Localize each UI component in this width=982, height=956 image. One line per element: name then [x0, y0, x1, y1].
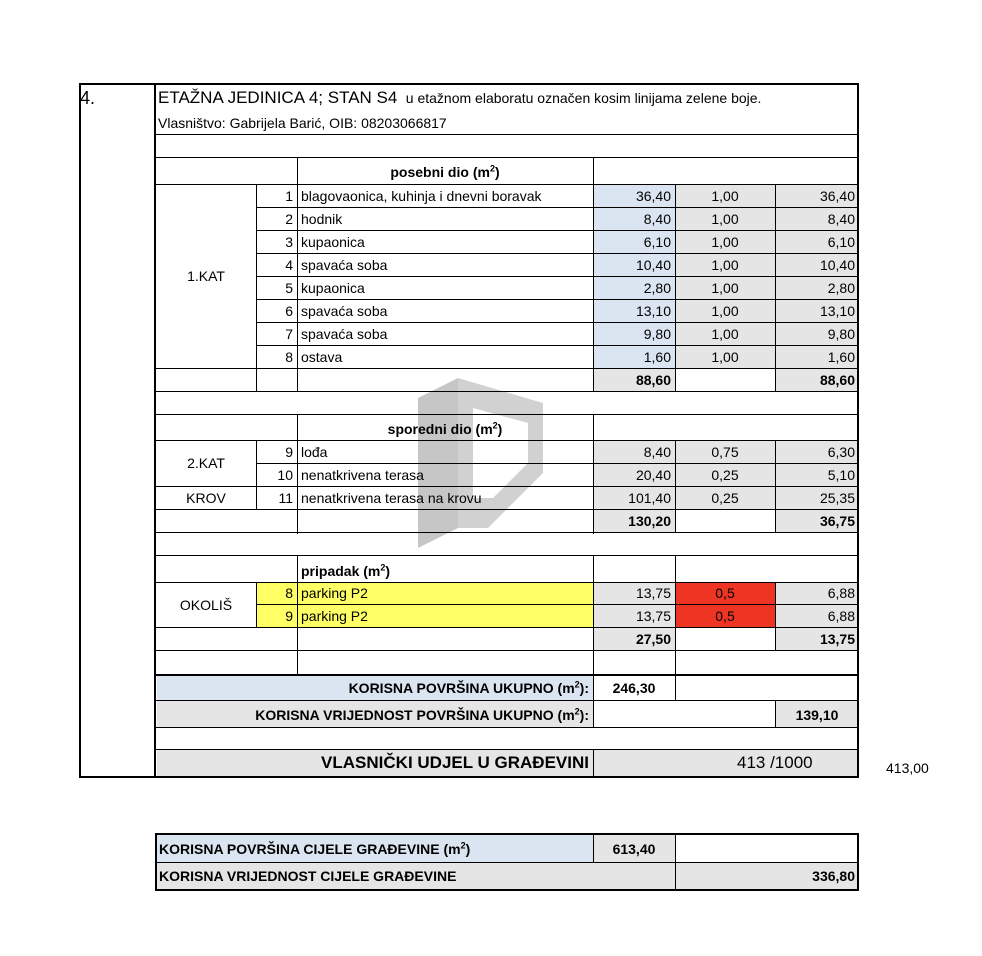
row-coefficient: 1,00: [711, 280, 739, 296]
row-number: 9: [285, 444, 293, 460]
pripadak-total-area: 27,50: [635, 631, 671, 647]
floor-krov: KROV: [186, 490, 226, 506]
row-number: 4: [285, 257, 293, 273]
row-coefficient: 0,5: [715, 585, 735, 601]
korisna-vrijednost-label: KORISNA VRIJEDNOST POVRŠINA UKUPNO $(m^2)$:: [255, 706, 589, 723]
floor-1kat: 1.KAT: [187, 268, 225, 284]
row-coefficient: 1,00: [711, 234, 739, 250]
row-coefficient: 1,00: [711, 349, 739, 365]
row-room-name: kupaonica: [301, 234, 365, 250]
row-area: 36,40: [635, 188, 671, 204]
unit-number: 4.: [80, 88, 96, 108]
row-area: 13,75: [635, 585, 671, 601]
korisna-povrsina-value: 246,30: [612, 680, 656, 696]
row-value: 6,88: [827, 585, 855, 601]
row-coefficient: 0,5: [715, 608, 735, 624]
row-number: 7: [285, 326, 293, 342]
row-number: 10: [277, 467, 293, 483]
row-coefficient: 0,25: [711, 490, 739, 506]
floor-2kat: 2.KAT: [187, 455, 225, 471]
udjel-side-value: 413,00: [886, 760, 929, 776]
udjel-label: VLASNIČKI UDJEL U GRAĐEVINI: [321, 753, 589, 772]
posebni-total-area: 88,60: [635, 372, 671, 388]
row-value: 6,10: [827, 234, 855, 250]
row-area: 9,80: [643, 326, 671, 342]
row-value: 36,40: [819, 188, 855, 204]
pripadak-header: pripadak $(m^2)$: [301, 562, 391, 579]
posebni-total-value: 88,60: [819, 372, 855, 388]
sporedni-header: sporedni dio $(m^2)$: [387, 420, 503, 437]
floor-okolis: OKOLIŠ: [179, 597, 233, 613]
ownership-text: Vlasništvo: Gabrijela Barić, OIB: 08203066817: [158, 115, 447, 131]
sporedni-total-value: 36,75: [819, 513, 855, 529]
row-coefficient: 1,00: [711, 211, 739, 227]
row-area: 6,10: [643, 234, 671, 250]
row-room-name: parking P2: [301, 585, 368, 601]
row-room-name: spavaća soba: [301, 257, 388, 273]
row-number: 2: [285, 211, 293, 227]
row-room-name: lođa: [301, 444, 328, 460]
row-value: 1,60: [827, 349, 855, 365]
udjel-value: 413 /1000: [737, 753, 813, 772]
unit-title-line: [158, 88, 761, 108]
row-coefficient: 1,00: [711, 326, 739, 342]
row-value: 6,30: [827, 444, 855, 460]
row-value: 10,40: [819, 257, 855, 273]
pripadak-total-value: 13,75: [819, 631, 855, 647]
row-value: 2,80: [827, 280, 855, 296]
row-room-name: spavaća soba: [301, 303, 388, 319]
row-room-name: nenatkrivena terasa: [301, 467, 424, 483]
unit-title-note: u etažnom elaboratu označen kosim linijama zelene boje.: [405, 90, 762, 106]
row-area: 20,40: [635, 467, 671, 483]
row-value: 13,10: [819, 303, 855, 319]
row-number: 11: [278, 490, 293, 506]
row-area: 13,75: [635, 608, 671, 624]
row-coefficient: 1,00: [711, 257, 739, 273]
row-number: 6: [285, 303, 293, 319]
row-room-name: ostava: [301, 349, 343, 365]
building-vrijednost-label: KORISNA VRIJEDNOST CIJELE GRAĐEVINE: [159, 868, 457, 884]
sporedni-total-area: 130,20: [628, 513, 671, 529]
row-value: 25,35: [819, 490, 855, 506]
row-coefficient: 1,00: [711, 188, 739, 204]
row-area: 8,40: [643, 444, 671, 460]
row-number: 8: [285, 349, 293, 365]
row-value: 5,10: [827, 467, 855, 483]
row-value: 8,40: [827, 211, 855, 227]
row-area: 8,40: [643, 211, 671, 227]
row-coefficient: 1,00: [711, 303, 739, 319]
korisna-vrijednost-value: 139,10: [795, 707, 839, 723]
row-room-name: hodnik: [301, 211, 343, 227]
row-room-name: spavaća soba: [301, 326, 388, 342]
row-area: 1,60: [643, 349, 671, 365]
row-room-name: kupaonica: [301, 280, 365, 296]
row-coefficient: 0,25: [711, 467, 739, 483]
row-area: 2,80: [643, 280, 671, 296]
posebni-header: posebni dio $(m^2)$: [390, 163, 500, 180]
row-room-name: blagovaonica, kuhinja i dnevni boravak: [301, 188, 542, 204]
korisna-povrsina-label: KORISNA POVRŠINA UKUPNO $(m^2)$:: [348, 679, 589, 696]
building-povrsina-value: 613,40: [612, 841, 656, 857]
unit-title: ETAŽNA JEDINICA 4; STAN S4: [158, 88, 398, 107]
row-number: 3: [285, 234, 293, 250]
row-number: 8: [285, 585, 293, 601]
building-vrijednost-value: 336,80: [812, 868, 855, 884]
building-povrsina-label: KORISNA POVRŠINA CIJELE GRAĐEVINE $(m^2)$: [159, 840, 471, 857]
row-number: 1: [285, 188, 293, 204]
row-room-name: nenatkrivena terasa na krovu: [301, 490, 482, 506]
row-number: 5: [285, 280, 293, 296]
row-area: 101,40: [628, 490, 671, 506]
row-coefficient: 0,75: [711, 444, 739, 460]
row-value: 9,80: [827, 326, 855, 342]
row-area: 13,10: [635, 303, 671, 319]
row-room-name: parking P2: [301, 608, 368, 624]
row-area: 10,40: [635, 257, 671, 273]
row-number: 9: [285, 608, 293, 624]
row-value: 6,88: [827, 608, 855, 624]
